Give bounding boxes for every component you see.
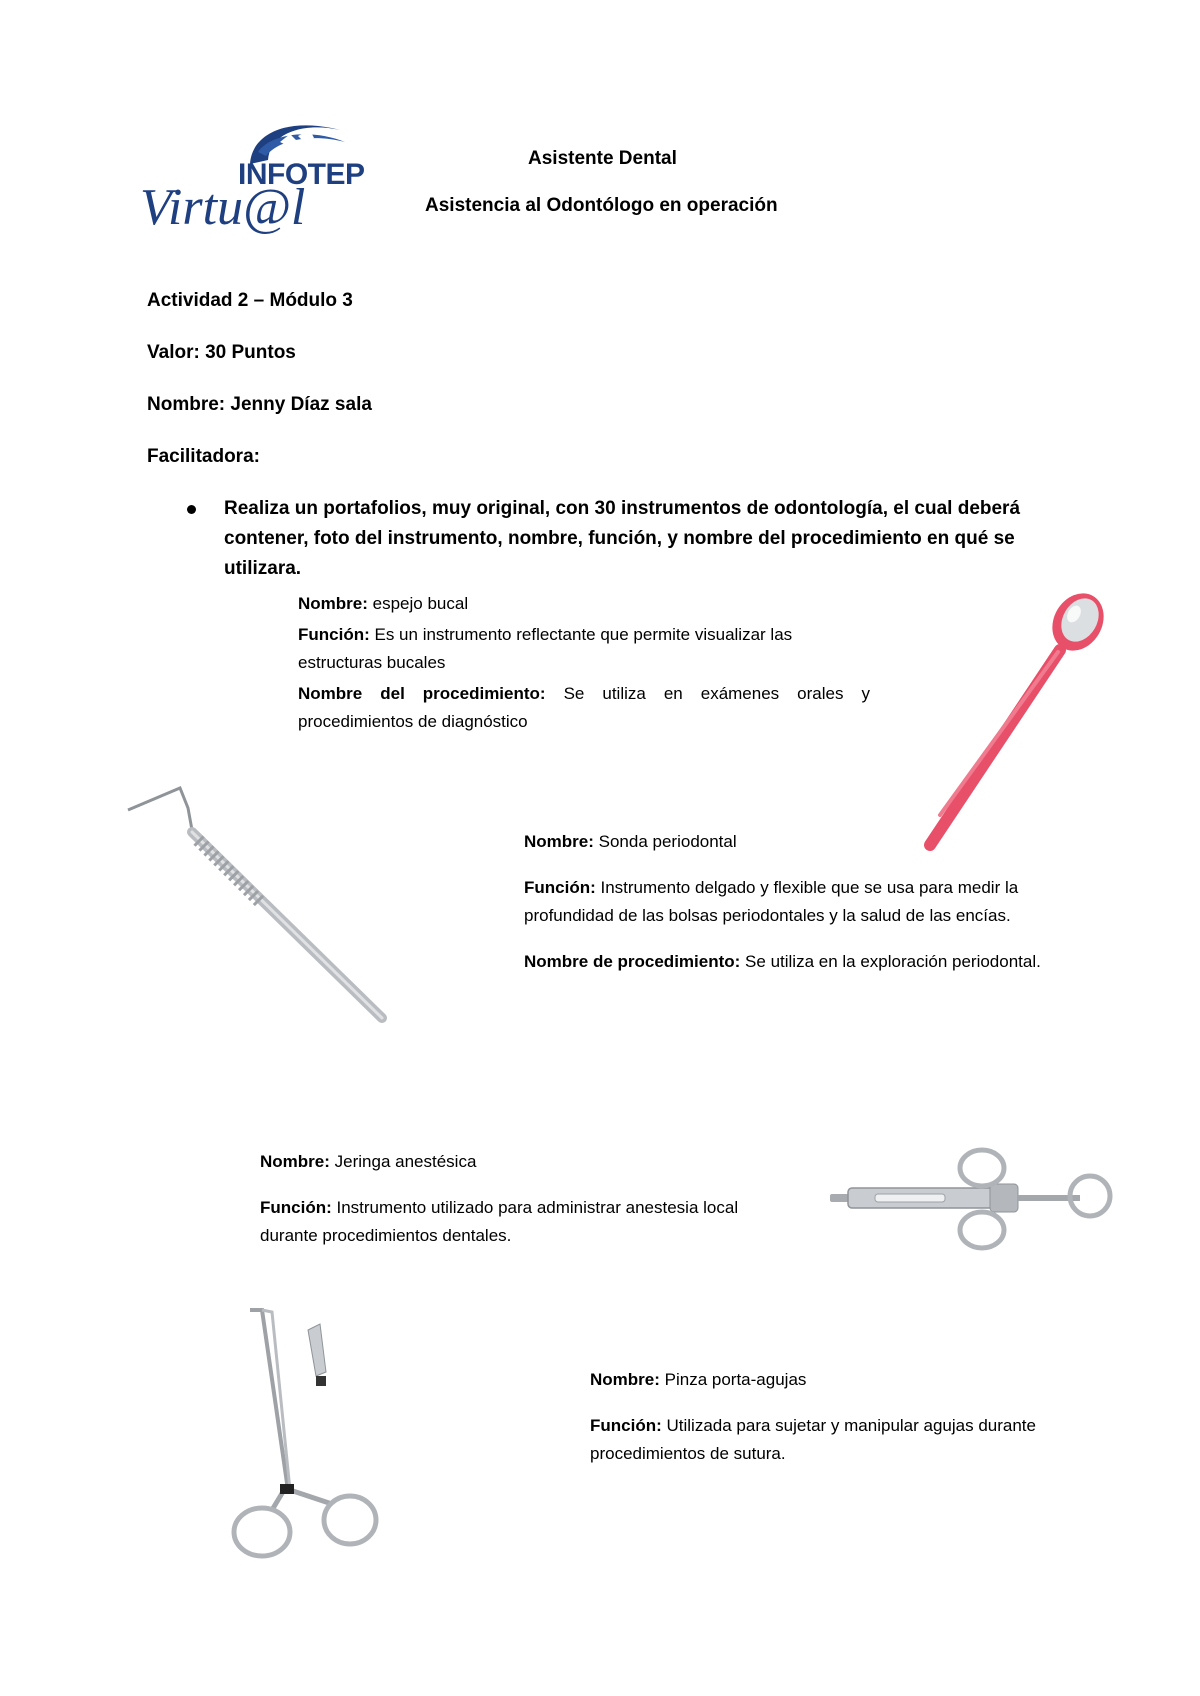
function-label: Función: [524,878,596,897]
procedure-value: Se utiliza en exámenes orales y procedimientos de diagnóstico [298,684,870,731]
function-value: Instrumento utilizado para administrar anestesia local durante procedimientos dentales. [260,1198,739,1245]
periodontal-probe-image [120,770,400,1030]
procedure-label: Nombre de procedimiento: [524,952,741,971]
instrument-2-name [524,828,1062,856]
page-title: Asistente Dental [528,148,677,169]
name-label: Nombre: [260,1152,330,1171]
student-name-line: Nombre: Jenny Díaz sala [147,394,372,415]
instrument-2-procedure [524,948,1062,976]
function-value: Utilizada para sujetar y manipular agujas durante procedimientos de sutura. [590,1416,1036,1463]
name-label: Nombre: [298,594,368,613]
function-label: Función: [260,1198,332,1217]
procedure-value: Se utiliza en la exploración periodontal. [745,952,1041,971]
dental-mirror-image [910,590,1130,860]
activity-line: Actividad 2 – Módulo 3 [147,290,353,311]
instrument-1-name [298,590,870,618]
name-label: Nombre: [524,832,594,851]
instrument-1-function [298,621,870,677]
instrument-4-function [590,1412,1070,1468]
instrument-2-function [524,874,1062,930]
infotep-logo [140,112,380,240]
logo-top-text: INFOTEP [238,158,365,191]
needle-holder-image [222,1300,402,1570]
function-label: Función: [590,1416,662,1435]
name-value: espejo bucal [372,594,469,613]
instrument-2-block [524,828,1062,976]
logo-bottom-text: Virtu@l [140,179,306,236]
value-line: Valor: 30 Puntos [147,342,296,363]
name-value: Sonda periodontal [598,832,737,851]
name-value: Jeringa anestésica [334,1152,477,1171]
instrument-3-block [260,1148,800,1250]
function-value: Instrumento delgado y flexible que se usa para medir la profundidad de las bolsas periodontales y la salud de las encías. [524,878,1019,925]
instrument-4-name [590,1366,1070,1394]
procedure-label: Nombre del procedimiento: [298,684,546,703]
instrument-3-name [260,1148,800,1176]
anesthetic-syringe-image [820,1140,1120,1260]
name-value: Pinza porta-agujas [664,1370,807,1389]
name-label: Nombre: [590,1370,660,1389]
instrument-1-block [298,590,870,736]
function-value: Es un instrumento reflectante que permite visualizar las estructuras bucales [298,625,793,672]
bullet-icon [187,505,196,514]
function-label: Función: [298,625,370,644]
instrument-4-block [590,1366,1070,1468]
page-subtitle: Asistencia al Odontólogo en operación [425,195,778,216]
instrument-1-procedure [298,680,870,736]
instrument-3-function [260,1194,800,1250]
facilitator-line: Facilitadora: [147,446,260,467]
instruction-text: Realiza un portafolios, muy original, con 30 instrumentos de odontología, el cual deberá contener, foto del instrumento, nombre, función, y nombre del procedimiento en qué se utilizara. [224,498,1021,579]
